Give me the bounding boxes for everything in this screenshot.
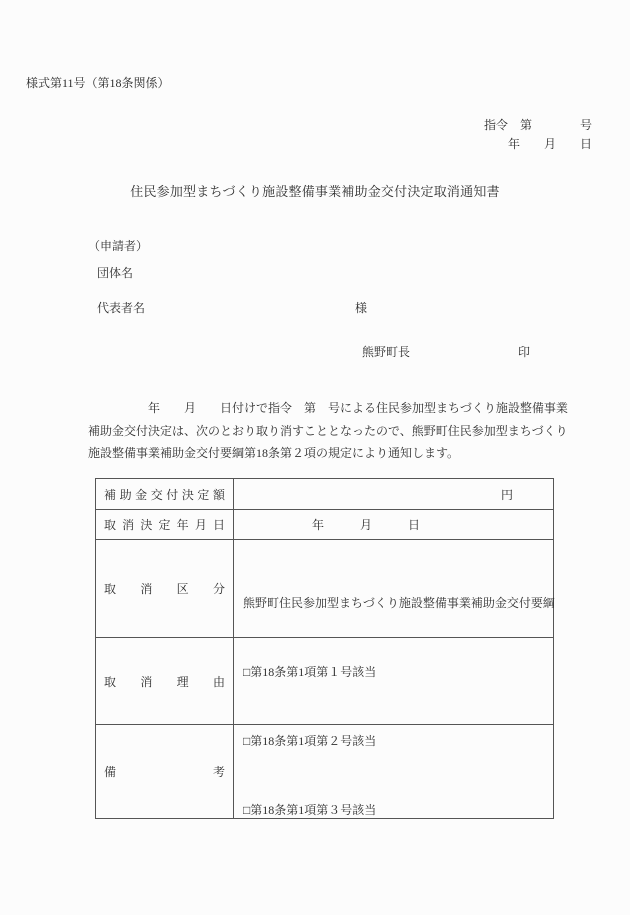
checkbox-option-1[interactable]: □ bbox=[243, 665, 251, 679]
issuer-mayor-name: 熊野町長 bbox=[362, 345, 411, 359]
grant-amount-value-cell: 円 bbox=[500, 487, 513, 502]
checkbox-option-2[interactable]: □ bbox=[243, 734, 251, 748]
applicant-label: （申請者） bbox=[88, 239, 149, 253]
representative-name-label: 代表者名 bbox=[97, 301, 146, 315]
form-number: 様式第11号（第18条関係） bbox=[26, 76, 170, 90]
row-label-cell bbox=[96, 540, 234, 637]
category-option-label: 第18条第1項第１号該当 bbox=[250, 665, 377, 679]
cancel-category-value-cell bbox=[234, 540, 564, 817]
row-label: 補助金交付決定額 bbox=[104, 487, 225, 502]
body-line: 施設整備事業補助金交付要綱第18条第２項の規定により通知します。 bbox=[88, 446, 460, 460]
table-row-cancel-reason bbox=[96, 637, 553, 724]
row-label-cell bbox=[96, 510, 234, 539]
group-name-label: 団体名 bbox=[97, 266, 134, 280]
row-label: 取消区分 bbox=[104, 582, 225, 596]
row-label-cell bbox=[96, 479, 234, 509]
notification-body bbox=[88, 397, 566, 465]
directive-number-line: 指令 第 号 bbox=[483, 118, 592, 132]
row-label-cell bbox=[96, 725, 234, 818]
row-label-cell bbox=[96, 638, 234, 724]
directive-number-block bbox=[484, 116, 592, 154]
body-line: 年 月 日付けで指令 第 号による住民参加型まちづくり施設整備事業 bbox=[88, 401, 568, 415]
row-label: 取消決定年月日 bbox=[104, 518, 225, 532]
cancel-reason-value-cell bbox=[234, 638, 553, 724]
remarks-value-cell bbox=[234, 725, 553, 818]
checkbox-option-3[interactable]: □ bbox=[243, 803, 251, 817]
table-row-cancel-date bbox=[96, 509, 553, 539]
honorific-sama: 様 bbox=[355, 301, 368, 315]
seal-mark: 印 bbox=[518, 345, 531, 359]
category-option-label: 第18条第1項第２号該当 bbox=[250, 734, 377, 748]
body-line: 補助金交付決定は、次のとおり取り消すこととなったので、熊野町住民参加型まちづくり bbox=[88, 423, 568, 438]
cancel-date-value-cell: 年 月 日 bbox=[312, 518, 421, 532]
table-row-remarks bbox=[96, 724, 553, 818]
directive-date-line: 年 月 日 bbox=[507, 137, 592, 151]
document-title: 住民参加型まちづくり施設整備事業補助金交付決定取消通知書 bbox=[130, 184, 500, 199]
category-heading: 熊野町住民参加型まちづくり施設整備事業補助金交付要綱 bbox=[243, 596, 555, 610]
table-row-grant-amount bbox=[96, 479, 553, 509]
category-option-label: 第18条第1項第３号該当 bbox=[250, 803, 377, 817]
cancellation-details-table bbox=[95, 478, 554, 819]
row-label: 取消理由 bbox=[104, 674, 225, 689]
row-label: 備考 bbox=[104, 765, 225, 779]
